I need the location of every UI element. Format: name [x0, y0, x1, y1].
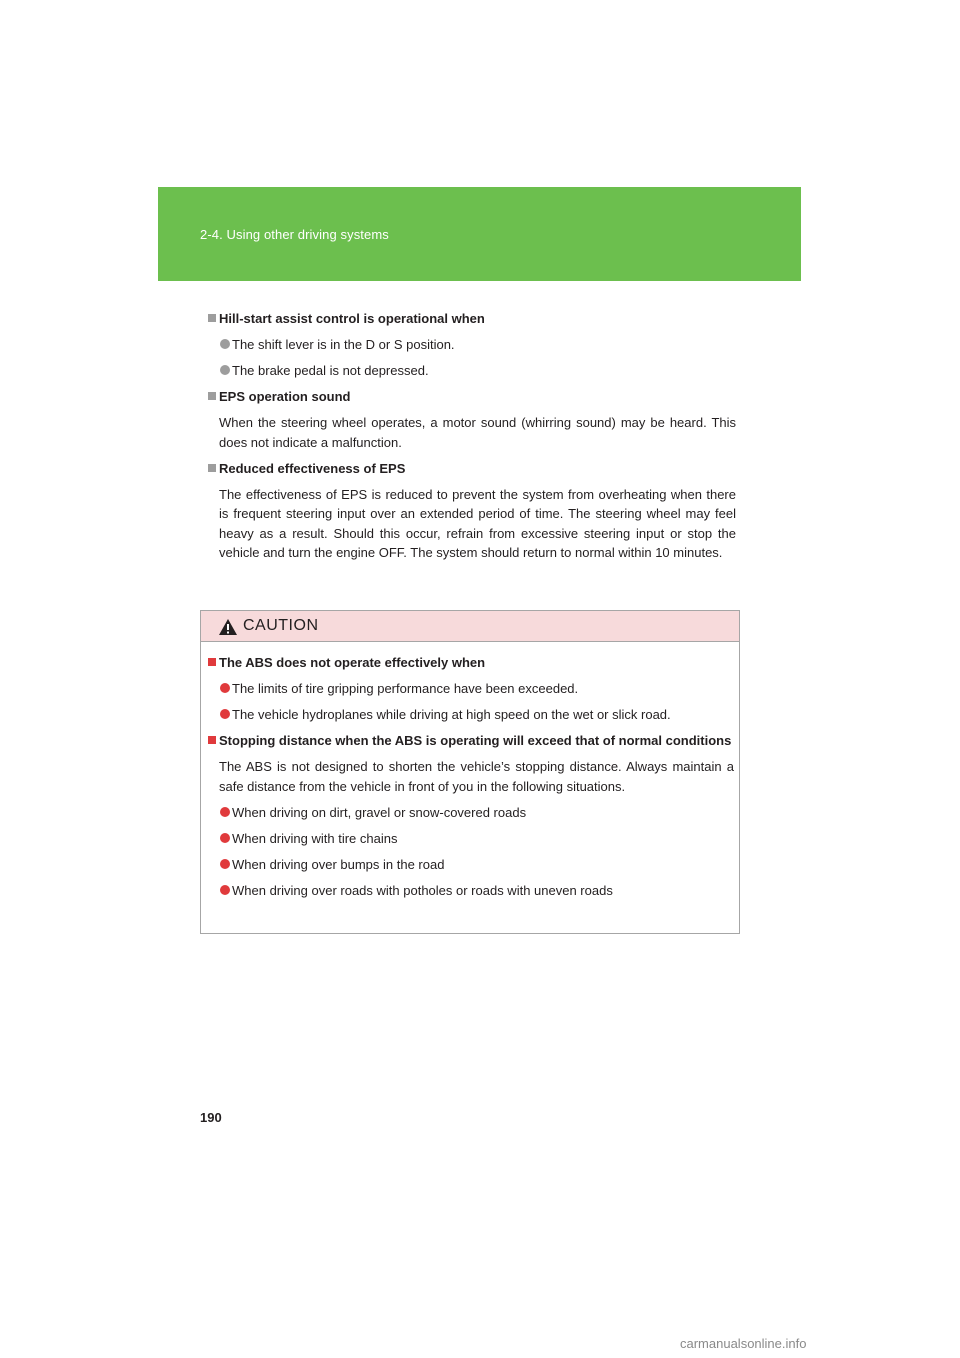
- square-bullet-icon: [208, 464, 216, 472]
- round-bullet-icon: [220, 807, 230, 817]
- round-bullet-icon: [220, 339, 230, 349]
- note-heading-text: Hill-start assist control is operational when: [219, 311, 485, 326]
- round-bullet-icon: [220, 859, 230, 869]
- note-heading-text: Reduced effectiveness of EPS: [219, 460, 406, 476]
- list-item: [208, 705, 734, 725]
- list-item: [208, 679, 734, 699]
- list-item: [208, 803, 734, 823]
- round-bullet-icon: [220, 683, 230, 693]
- square-bullet-icon: [208, 392, 216, 400]
- caution-paragraph: The ABS is not designed to shorten the vehicle’s stopping distance. Always maintain a safe distance from the vehicle in front of you in the following situations.: [219, 759, 734, 794]
- square-bullet-icon: [208, 314, 216, 322]
- round-bullet-icon: [220, 885, 230, 895]
- list-item-text: When driving with tire chains: [232, 830, 398, 846]
- caution-heading-text: Stopping distance when the ABS is operating will exceed that of normal conditions: [219, 733, 732, 748]
- note-heading: [208, 309, 736, 329]
- note-paragraph: When the steering wheel operates, a motor sound (whirring sound) may be heard. This does not indicate a malfunction.: [219, 415, 736, 450]
- caution-title: CAUTION: [243, 617, 319, 634]
- note-heading: [208, 459, 736, 479]
- square-bullet-icon: [208, 736, 216, 744]
- list-item-text: The shift lever is in the D or S position.: [232, 337, 455, 352]
- note-paragraph: The effectiveness of EPS is reduced to prevent the system from overheating when there is frequent steering input over an extended period of time. The steering wheel may feel heavy as a result. Should this occur, refrain from excessive steering input or stop the vehicle and turn the engine OFF. The system should return to normal within 10 minutes.: [219, 486, 736, 560]
- caution-box: [200, 610, 740, 934]
- square-bullet-icon: [208, 658, 216, 666]
- section-title: 2-4. Using other driving systems: [200, 227, 389, 242]
- note-heading-text: EPS operation sound: [219, 389, 351, 404]
- note-heading: [208, 387, 736, 407]
- list-item-text: The limits of tire gripping performance have been exceeded.: [232, 681, 579, 696]
- list-item-text: The vehicle hydroplanes while driving at high speed on the wet or slick road.: [232, 707, 671, 722]
- warning-triangle-icon: [218, 618, 238, 636]
- list-item-text: When driving over bumps in the road: [232, 856, 445, 872]
- list-item: [208, 361, 736, 381]
- caution-heading: [208, 653, 734, 673]
- caution-header: [201, 611, 739, 642]
- list-item: [208, 855, 734, 875]
- list-item-text: When driving over roads with potholes or roads with uneven roads: [232, 882, 613, 898]
- watermark-link[interactable]: carmanualsonline.info: [680, 1336, 807, 1351]
- list-item-text: The brake pedal is not depressed.: [232, 363, 429, 378]
- round-bullet-icon: [220, 709, 230, 719]
- list-item: [208, 335, 736, 355]
- caution-body: [208, 653, 734, 907]
- round-bullet-icon: [220, 833, 230, 843]
- notes-section: [208, 309, 736, 569]
- round-bullet-icon: [220, 365, 230, 375]
- list-item: [208, 829, 734, 849]
- chapter-header-band: [158, 187, 801, 281]
- caution-heading: [208, 731, 734, 751]
- list-item-text: When driving on dirt, gravel or snow-covered roads: [232, 804, 527, 820]
- list-item: [208, 881, 734, 901]
- page-number: 190: [200, 1110, 222, 1125]
- caution-heading-text: The ABS does not operate effectively when: [219, 655, 486, 670]
